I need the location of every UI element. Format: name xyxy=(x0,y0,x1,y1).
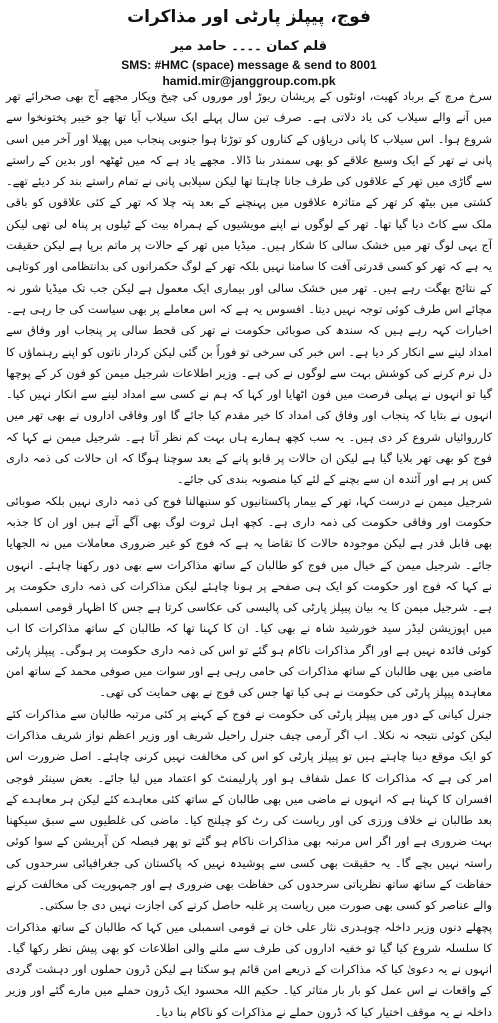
column-byline: قلم کمان ۔۔۔۔ حامد میر xyxy=(170,39,328,54)
article-paragraph: جنرل کیانی کے دور میں پیپلز پارٹی کی حکومت نے فوج کے کہنے پر کئی مرتبہ طالبان سے مذاکرات کئے لیکن کوئی نتیجہ نہ نکلا۔ اب اگر آرمی چیف جنرل راحیل شریف اور وزیر اعظم نواز شریف مذاکرات کو ایک موقع دینا چاہتے ہیں تو پیپلز پارٹی کو اس کی مخالفت نہیں کرنی چاہئے۔ اصل ضرورت اس امر کی ہے کہ مذاکرات کا عمل شفاف ہو اور پارلیمنٹ کو اعتماد میں لیا جائے۔ بعض سینئر فوجی افسران کا کہنا ہے کہ انہوں نے ماضی میں بھی طالبان کے ساتھ کئی معاہدے کئے لیکن ہر معاہدے کے بعد طالبان نے خلاف ورزی کی اور ریاست کی رٹ کو چیلنج کیا۔ ماضی کی غلطیوں سے سبق سیکھنا بہت ضروری ہے اور اگر اس مرتبہ بھی مذاکرات ناکام ہو گئے تو پھر فیصلہ کن آپریشن کے سوا کوئی راستہ نہیں بچے گا۔ یہ حقیقت بھی کسی سے پوشیدہ نہیں کہ پاکستان کی جغرافیائی سرحدوں کی حفاظت کے ساتھ ساتھ نظریاتی سرحدوں کی حفاظت بھی ضروری ہے اور جمہوریت کی مخالفت کرنے والے عناصر کو کسی بھی صورت میں ریاست پر غلبہ حاصل کرنے کی اجازت نہیں دی جا سکتی۔ xyxy=(6,706,492,913)
author-email: hamid.mir@janggroup.com.pk xyxy=(162,74,336,88)
article-title: فوج، پیپلز پارٹی اور مذاکرات xyxy=(127,7,371,27)
sms-instructions: SMS: #HMC (space) message & send to 8001 xyxy=(121,58,377,72)
article-header xyxy=(0,0,498,89)
article-paragraph: شرجیل میمن نے درست کہا، تھر کے بیمار پاکستانیوں کو سنبھالنا فوج کی ذمہ داری نہیں بلکہ صوبائی حکومت اور وفاقی حکومت کی ذمہ داری ہے۔ کچھ اہل ثروت لوگ بھی آگے آئے ہیں اور ان کا جذبہ بھی قابل قدر ہے لیکن موجودہ حالات کا تقاضا یہ ہے کہ فوج کو غیر ضروری معاملات میں نہ الجھایا جائے۔ شرجیل میمن کے خیال میں فوج کو طالبان کے ساتھ مذاکرات سے بھی دور رکھنا چاہئے۔ انہوں نے کہا کہ فوج اور حکومت کو ایک ہی صفحے پر ہونا چاہئے لیکن مذاکرات کی ذمہ داری حکومت پر ہے۔ شرجیل میمن کا یہ بیان پیپلز پارٹی کی پالیسی کی عکاسی کرتا ہے جس کا اظہار قومی اسمبلی میں اپوزیشن لیڈر سید خورشید شاہ نے بھی کیا۔ ان کا کہنا تھا کہ طالبان کے ساتھ مذاکرات کا اب کوئی فائدہ نہیں ہے اور اگر مذاکرات ناکام ہو گئے تو اس کی ذمہ داری حکومت پر ہوگی۔ پیپلز پارٹی ماضی میں بھی طالبان کے ساتھ مذاکرات کی حامی رہی ہے اور سوات میں صوفی محمد کے ساتھ امن معاہدہ پیپلز پارٹی کی حکومت نے ہی کیا تھا جس کی فوج نے بھی حمایت کی تھی۔ xyxy=(6,493,492,700)
article-paragraph: سرخ مرچ کے برباد کھیت، اونٹوں کے پریشان ریوڑ اور موروں کی چیخ وپکار مجھے آج بھی صحرائے تھر میں آنے والے سیلاب کی یاد دلاتی ہے۔ صرف تین سال پہلے ایک سیلاب آیا تھا جو خیبر پختونخوا سے شروع ہوا۔ اس سیلاب کا پانی دریاؤں کے کناروں کو توڑتا ہوا جنوبی پنجاب میں پھیلا اور آخر میں اسی پانی نے تھر کے ایک وسیع علاقے کو بھی سمندر بنا ڈالا۔ مجھے یاد ہے کہ میں ٹھٹھہ اور بدین کے راستے سے گاڑی میں تھر کے علاقوں کی طرف جانا چاہتا تھا لیکن سیلابی پانی نے تمام راستے بند کر دیئے تھے۔ کشتی میں بیٹھ کر تھر کے متاثرہ علاقوں میں پہنچنے کے بعد پتہ چلا کہ تھر کے کئی علاقوں کو باقی ملک سے کاٹ دیا گیا تھا۔ تھر کے لوگوں نے اپنے مویشیوں کے ہمراہ بیت کے ٹیلوں پر پناہ لی تھی لیکن آج یہی لوگ تھر میں خشک سالی کا شکار ہیں۔ میڈیا میں تھر کے حالات پر ماتم برپا ہے لیکن حقیقت یہ ہے کہ تھر کو کسی قدرتی آفت کا سامنا نہیں بلکہ تھر کے لوگ حکمرانوں کی بدانتظامی اور کوتاہی کے نتائج بھگت رہے ہیں۔ تھر میں خشک سالی اور بیماری ایک معمول ہے لیکن جب تک میڈیا شور نہ مچائے اس طرف کوئی توجہ نہیں دیتا۔ افسوس یہ ہے کہ اس معاملے پر بھی سیاست کی جا رہی ہے۔ اخبارات کہہ رہے ہیں کہ سندھ کی صوبائی حکومت نے تھر کی قحط سالی پر پنجاب اور وفاق سے امداد لینے سے انکار کر دیا ہے۔ اس خبر کی سرخی تو فوراً بن گئی لیکن کردار ناتوں کو اپنے رہنماؤں کا دل نرم کرنے کی کوشش بہت سے لوگوں نے کی ہے۔ وزیر اطلاعات شرجیل میمن کو فون کر کے پوچھا گیا تو انہوں نے پہلی فرصت میں فون اٹھایا اور کہا کہ ہم نے کسی سے امداد لینے سے انکار نہیں کیا۔ انہوں نے بتایا کہ پنجاب اور وفاق کی امداد کا خیر مقدم کیا جائے گا اور وفاقی اداروں نے بھی تھر میں کارروائیاں شروع کر دی ہیں۔ یہ سب کچھ ہمارے ہاں بہت کم نظر آتا ہے۔ شرجیل میمن نے کہا کہ فوج کو بھی تھر بلایا گیا ہے لیکن ان حالات پر قابو پانے کے بعد سوچنا ہوگا کہ ان حالات کی ذمہ داری کس پر ہے اور آئندہ ان سے بچنے کے لئے کیا منصوبہ بندی کی جائے۔ xyxy=(6,89,492,487)
article-body xyxy=(6,86,492,1023)
article-paragraph: پچھلے دنوں وزیر داخلہ چوہدری نثار علی خان نے قومی اسمبلی میں کہا کہ طالبان کے ساتھ مذاکرات کا سلسلہ شروع کیا گیا تو خفیہ اداروں کی طرف سے ملنے والی اطلاعات کو بھی پیش نظر رکھا گیا۔ انہوں نے یہ دعویٰ کیا کہ مذاکرات کے ذریعے امن قائم ہو سکتا ہے لیکن ڈرون حملوں اور دہشت گردی کے واقعات نے اس عمل کو بار بار متاثر کیا۔ حکیم اللہ محسود ایک ڈرون حملے میں مارے گئے اور وزیر داخلہ نے یہ موقف اختیار کیا کہ ڈرون حملے نے مذاکرات کو ناکام بنا دیا۔ xyxy=(6,919,492,1019)
